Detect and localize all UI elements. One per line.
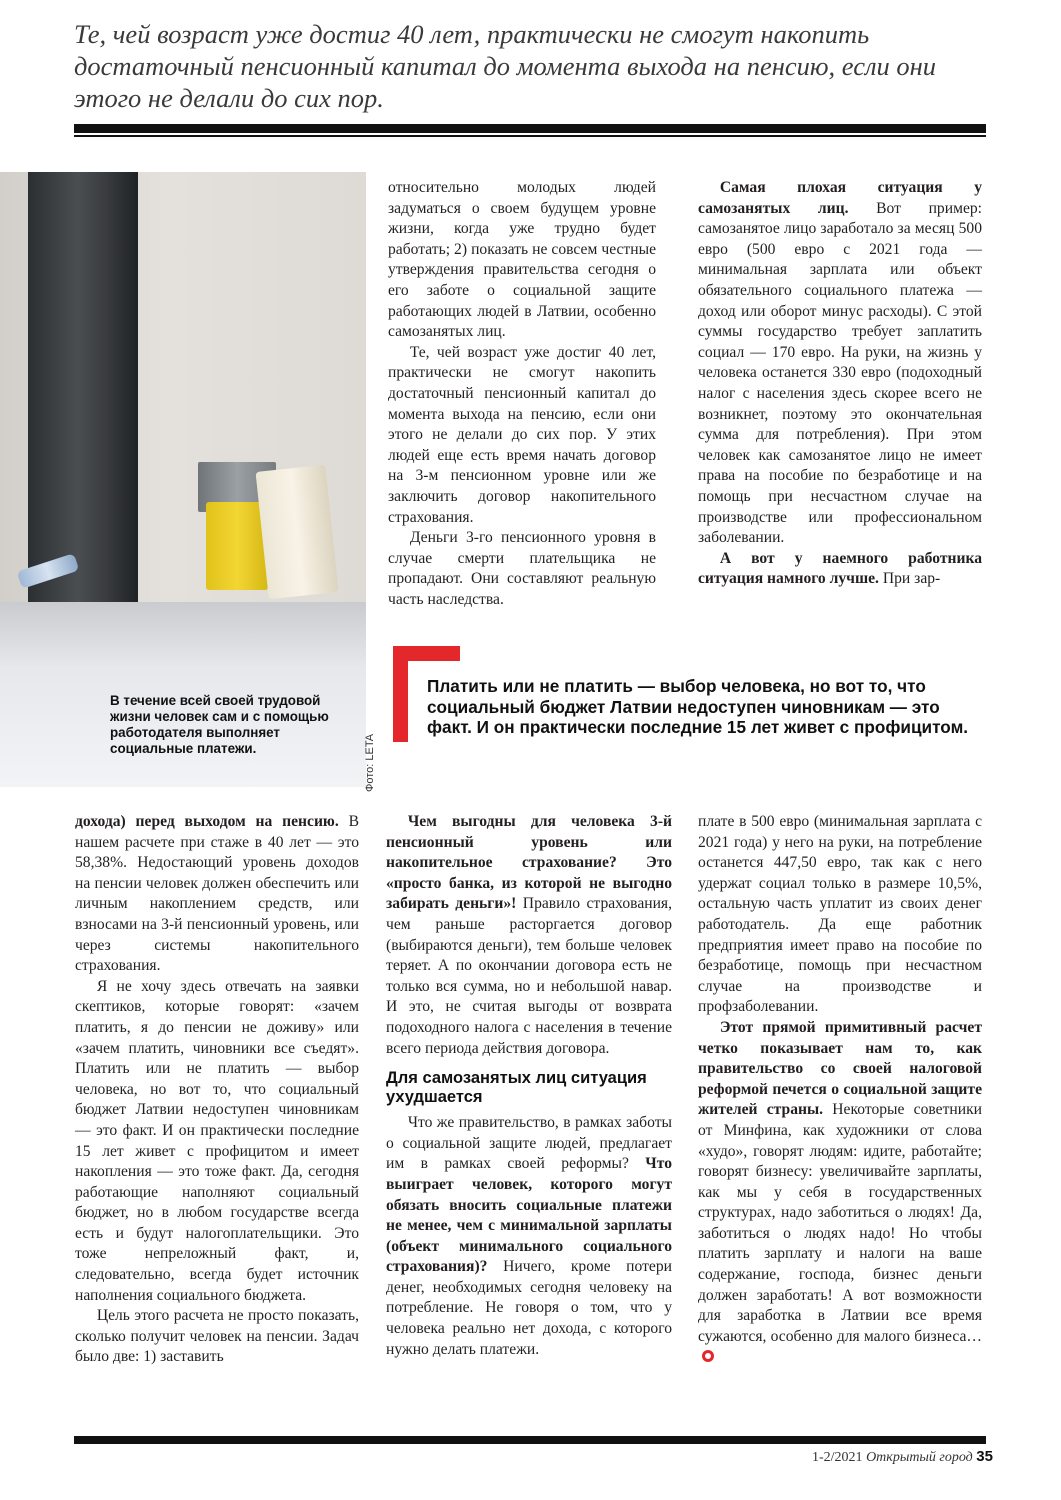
paragraph: Цель этого расчета не просто показать, сколько получит человек на пенсии. Задач было две: 1) заставить bbox=[75, 1307, 359, 1366]
column-3-top bbox=[698, 178, 982, 590]
bold-lead: Этот прямой примитивный расчет четко показывает нам то, как правительство со своей налоговой реформой печется о социальной защите жителей страны. bbox=[698, 1018, 982, 1119]
top-rule-thin bbox=[74, 135, 986, 137]
bold-lead: Самая плохая ситуация у самозанятых лиц. bbox=[698, 179, 982, 217]
magazine-name: Открытый город bbox=[866, 1450, 973, 1465]
photo-cement-bag bbox=[256, 465, 339, 600]
bottom-rule bbox=[74, 1436, 986, 1444]
lead-quote: Те, чей возраст уже достиг 40 лет, практически не смогут накопить достаточный пенсионный капитал до момента выхода на пенсию, если они этого не делали до сих пор. bbox=[74, 19, 937, 113]
page-footer bbox=[812, 1448, 993, 1466]
paragraph: дохода) перед выходом на пенсию. В нашем расчете при стаже в 40 лет — это 58,38%. Недостающий уровень доходов на пенсии человек должен обеспечить или личным накоплением средств, или взносами на 3-й пенсионный уровень, или через системы накопительного страхования. bbox=[75, 813, 359, 975]
column-1-bottom bbox=[75, 812, 359, 1368]
paragraph: относительно молодых людей задуматься о своем будущем уровне жизни, когда уже трудно будет работать; 2) показать не совсем честные утверждения правительства сегодня о его заботе о социальной защите работающих людей в Латвии, особенно самозанятых лиц. bbox=[388, 179, 656, 341]
photo-caption: В течение всей своей трудовой жизни человек сам и с помощью работодателя выполняет социальные платежи. bbox=[110, 693, 329, 756]
paragraph: Что же правительство, в рамках заботы о социальной защите людей, предлагает им в рамках своей реформы? Что выиграет человек, которого могут обязать вносить социальные платежи не менее, чем с минимальной зарплаты (объект минимального социального страхования)? Ничего, кроме потери денег, необходимых сегодня человеку на потребление. Не говоря о том, что у человека реально нет дохода, с которого нужно делать платежи. bbox=[386, 1114, 672, 1358]
pullquote-mark-vertical bbox=[393, 646, 408, 742]
photo-credit: Фото: LETA bbox=[364, 733, 376, 792]
paragraph: Деньги 3-го пенсионного уровня в случае смерти плательщика не пропадают. Они составляют реальную часть наследства. bbox=[388, 529, 656, 608]
page-number: 35 bbox=[976, 1448, 993, 1465]
end-mark-icon bbox=[702, 1350, 714, 1362]
column-3-bottom bbox=[698, 812, 982, 1368]
bold-question: Что выиграет человек, которого могут обязать вносить социальные платежи не менее, чем с минимальной зарплаты (объект минимального социального страхования)? bbox=[386, 1155, 672, 1276]
paragraph: Я не хочу здесь отвечать на заявки скептиков, которые говорят: «зачем платить, я до пенсии не доживу» или «зачем платить, чиновники все съедят». Платить или не платить — выбор человека, но вот то, что социальный бюджет Латвии недоступен чиновникам — это факт. И он практически последние 15 лет живет с профицитом и имеет накопления — это тоже факт. Да, сегодня работающие наполняют социальный бюджет, но в любом государстве всегда есть и будут налогоплательщики. Это тоже непреложный факт, и, следовательно, всегда будет источник наполнения социального бюджета. bbox=[75, 977, 359, 1304]
paragraph: Этот прямой примитивный расчет четко показывает нам то, как правительство со своей налоговой реформой печется о социальной защите жителей страны. Некоторые советники от Минфина, как художники от слова «худо», говорят людям: идите, работайте; говорят бизнесу: увеличивайте зарплаты, как мы у себя в государственных структурах, надо заботиться о людях! Да, заботиться о людях надо! Но чтобы платить зарплату и налоги на ваше содержание, господа, бизнес деньги должен заработать! А вот возможности для заработка в Латвии все время сужаются, особенно для малого бизнеса… bbox=[698, 1018, 982, 1368]
pullquote: Платить или не платить — выбор человека, но вот то, что социальный бюджет Латвии недоступен чиновникам — это факт. И он практически последние 15 лет живет с профицитом. bbox=[427, 676, 969, 737]
photo-yellow-bucket bbox=[206, 502, 268, 590]
bold-lead: Чем выгодны для человека 3-й пенсионный уровень или накопительное страхование? Это «просто банка, из которой не выгодно забирать деньги»! bbox=[386, 813, 672, 913]
column-2-bottom bbox=[386, 812, 672, 1360]
paragraph: Чем выгодны для человека 3-й пенсионный уровень или накопительное страхование? Это «просто банка, из которой не выгодно забирать деньги»! Правило страхования, чем раньше расторгается договор (выбираются деньги), тем больше человек теряет. А по окончании договора есть не только вся сумма, но и небольшой навар. И это, не считая выгоды от возврата подоходного налога с населения в течение всего периода действия договора. bbox=[386, 813, 672, 1057]
column-2-top bbox=[388, 178, 656, 610]
paragraph: Самая плохая ситуация у самозанятых лиц. Вот пример: самозанятое лицо заработало за месяц 500 евро (500 евро с 2021 года — минимальная зарплата или объект обязательного социального платежа — доход или оборот минус расходы). С этой суммы государство требует заплатить социал — 170 евро. На руки, на жизнь у человека останется 330 евро (подоходный налог с населения здесь скорее всего не возникнет, поэтому это окончательная сумма для потребления). При этом человек как самозанятое лицо не имеет права на пособие по безработице и на помощь при несчастном случае на производстве или профессиональном заболевании. bbox=[698, 179, 982, 547]
paragraph: плате в 500 евро (минимальная зарплата с 2021 года) у него на руки, на потребление останется 447,50 евро, так как с него удержат социал только в размере 10,5%, остальную часть уплатит из своих денег работодатель. Да еще работник предприятия имеет право на пособие по безработице, помощь при несчастном случае на производстве и профзаболевании. bbox=[698, 813, 982, 1016]
section-heading: Для самозанятых лиц ситуация ухудшается bbox=[386, 1069, 647, 1107]
bold-lead: дохода) перед выходом на пенсию. bbox=[75, 813, 339, 830]
bold-lead: А вот у наемного работника ситуация намного лучше. bbox=[698, 549, 982, 588]
issue-number: 1-2/2021 bbox=[812, 1450, 863, 1465]
paragraph: Те, чей возраст уже достиг 40 лет, практически не смогут накопить достаточный пенсионный капитал до момента выхода на пенсию, если они этого не делали до сих пор. У этих людей еще есть время начать договор на 3-м пенсионном уровне или же заключить договор накопительного страхования. bbox=[388, 343, 656, 526]
paragraph: А вот у наемного работника ситуация намного лучше. При зар- bbox=[698, 549, 982, 588]
top-rule-thick bbox=[74, 124, 986, 133]
